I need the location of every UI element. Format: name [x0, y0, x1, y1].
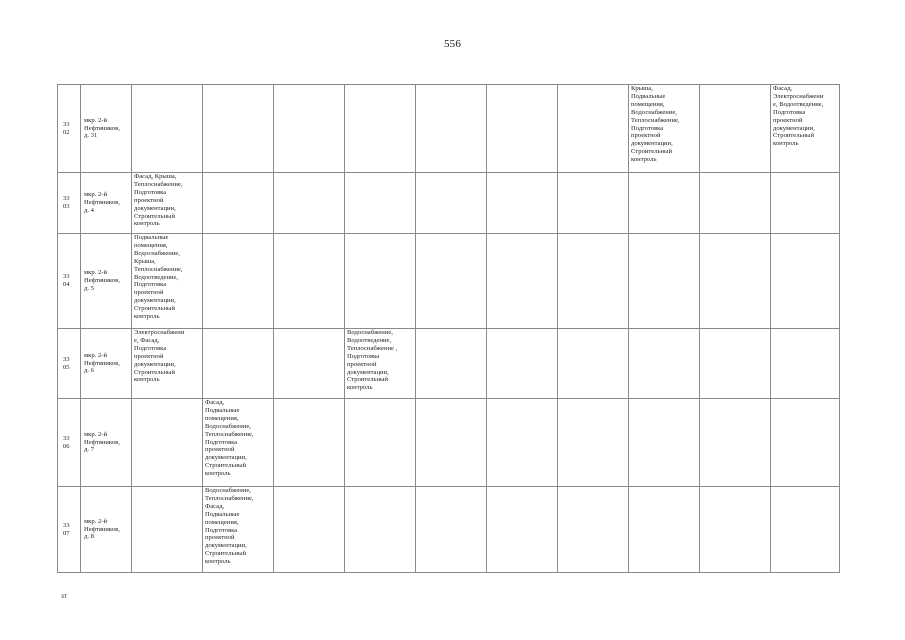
empty-cell [629, 329, 700, 399]
empty-cell [274, 329, 345, 399]
empty-cell [487, 399, 558, 487]
empty-cell [345, 487, 416, 573]
empty-cell [416, 329, 487, 399]
empty-cell [416, 85, 487, 173]
table-row [58, 329, 840, 399]
table-row [58, 487, 840, 573]
empty-cell [558, 399, 629, 487]
empty-cell [203, 173, 274, 234]
empty-cell [487, 85, 558, 173]
empty-cell [203, 329, 274, 399]
empty-cell [700, 329, 771, 399]
empty-cell [558, 234, 629, 329]
address-cell: мкр. 2-й Нефтяников, д. 6 [81, 329, 132, 399]
empty-cell [700, 487, 771, 573]
footer-code: зт [61, 592, 67, 600]
empty-cell [274, 399, 345, 487]
empty-cell [487, 173, 558, 234]
empty-cell [345, 234, 416, 329]
address-cell: мкр. 2-й Нефтяников, д. 4 [81, 173, 132, 234]
page-number: 556 [443, 38, 462, 50]
empty-cell [771, 173, 840, 234]
works-cell: Электроснабжени е, Фасад, Подготовка проектной документации, Строительный контроль [132, 329, 203, 399]
empty-cell [629, 234, 700, 329]
empty-cell [345, 85, 416, 173]
works-table [57, 84, 840, 573]
table-row [58, 173, 840, 234]
empty-cell [132, 399, 203, 487]
row-number: 33 06 [58, 399, 81, 487]
empty-cell [132, 85, 203, 173]
works-cell: Крыша, Подвальные помещения, Водоснабжение, Теплоснабжение, Подготовка проектной документации, Строительный контроль [629, 85, 700, 173]
empty-cell [203, 85, 274, 173]
works-cell: Фасад, Подвальные помещения, Водоснабжение, Теплоснабжение, Подготовка проектной документации, Строительный контроль [203, 399, 274, 487]
empty-cell [771, 329, 840, 399]
row-number: 33 04 [58, 234, 81, 329]
empty-cell [274, 487, 345, 573]
empty-cell [771, 399, 840, 487]
empty-cell [700, 173, 771, 234]
empty-cell [558, 487, 629, 573]
empty-cell [487, 487, 558, 573]
row-number: 33 02 [58, 85, 81, 173]
works-cell: Фасад, Электроснабжени е, Водоотведение, Подготовка проектной документации, Строительный контроль [771, 85, 840, 173]
empty-cell [629, 173, 700, 234]
empty-cell [487, 234, 558, 329]
empty-cell [629, 399, 700, 487]
empty-cell [700, 399, 771, 487]
empty-cell [203, 234, 274, 329]
empty-cell [345, 173, 416, 234]
works-cell: Водоснабжение, Теплоснабжение, Фасад, Подвальные помещения, Подготовка проектной документации, Строительный контроль [203, 487, 274, 573]
empty-cell [700, 234, 771, 329]
address-cell: мкр. 2-й Нефтяников, д. 7 [81, 399, 132, 487]
empty-cell [132, 487, 203, 573]
works-cell: Подвальные помещения, Водоснабжение, Крыша, Теплоснабжение, Водоотведение, Подготовка проектной документации, Строительный контроль [132, 234, 203, 329]
empty-cell [558, 85, 629, 173]
empty-cell [274, 173, 345, 234]
empty-cell [274, 234, 345, 329]
empty-cell [416, 173, 487, 234]
row-number: 33 07 [58, 487, 81, 573]
empty-cell [771, 234, 840, 329]
address-cell: мкр. 2-й Нефтяников, д. 8 [81, 487, 132, 573]
table-row [58, 234, 840, 329]
empty-cell [629, 487, 700, 573]
address-cell: мкр. 2-й Нефтяников, д. 5 [81, 234, 132, 329]
table-row [58, 399, 840, 487]
empty-cell [771, 487, 840, 573]
empty-cell [558, 173, 629, 234]
row-number: 33 03 [58, 173, 81, 234]
empty-cell [558, 329, 629, 399]
address-cell: мкр. 2-й Нефтяников, д. 31 [81, 85, 132, 173]
empty-cell [416, 234, 487, 329]
empty-cell [274, 85, 345, 173]
empty-cell [700, 85, 771, 173]
works-cell: Водоснабжение, Водоотведение, Теплоснабжение , Подготовка проектной документации, Строительный контроль [345, 329, 416, 399]
empty-cell [345, 399, 416, 487]
empty-cell [416, 487, 487, 573]
empty-cell [487, 329, 558, 399]
works-cell: Фасад, Крыша, Теплоснабжение, Подготовка проектной документации, Строительный контроль [132, 173, 203, 234]
empty-cell [416, 399, 487, 487]
table-row [58, 85, 840, 173]
row-number: 33 05 [58, 329, 81, 399]
